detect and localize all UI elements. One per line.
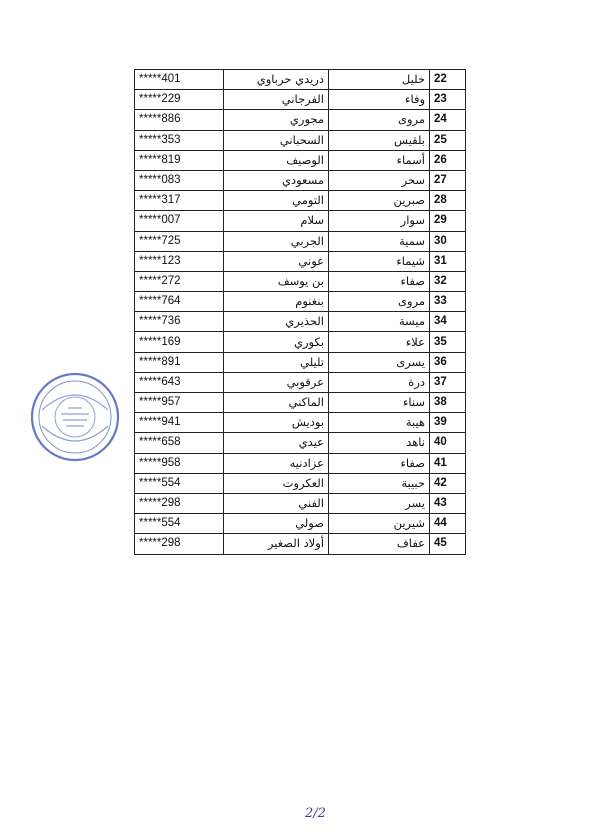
code-cell: *****658: [135, 433, 224, 453]
code-cell: *****401: [135, 70, 224, 90]
last-name-cell: صولي: [224, 514, 329, 534]
last-name-cell: التومي: [224, 191, 329, 211]
code-cell: *****736: [135, 312, 224, 332]
row-number-cell: 33: [430, 292, 466, 312]
first-name-cell: خليل: [329, 70, 430, 90]
row-number-cell: 43: [430, 493, 466, 513]
code-cell: *****123: [135, 251, 224, 271]
code-cell: *****007: [135, 211, 224, 231]
official-stamp: [28, 370, 122, 464]
code-cell: *****958: [135, 453, 224, 473]
row-number-cell: 36: [430, 352, 466, 372]
code-cell: *****886: [135, 110, 224, 130]
last-name-cell: الجربي: [224, 231, 329, 251]
row-number-cell: 23: [430, 90, 466, 110]
last-name-cell: بكوري: [224, 332, 329, 352]
last-name-cell: الفرجاني: [224, 90, 329, 110]
first-name-cell: صفاء: [329, 453, 430, 473]
last-name-cell: عوني: [224, 251, 329, 271]
code-cell: *****169: [135, 332, 224, 352]
row-number-cell: 37: [430, 372, 466, 392]
first-name-cell: صفاء: [329, 271, 430, 291]
code-cell: *****554: [135, 514, 224, 534]
first-name-cell: درة: [329, 372, 430, 392]
last-name-cell: تليلي: [224, 352, 329, 372]
first-name-cell: مروى: [329, 292, 430, 312]
code-cell: *****725: [135, 231, 224, 251]
last-name-cell: عرقوبي: [224, 372, 329, 392]
code-cell: *****298: [135, 493, 224, 513]
table-row: [135, 393, 466, 413]
last-name-cell: بن يوسف: [224, 271, 329, 291]
table-row: [135, 70, 466, 90]
row-number-cell: 25: [430, 130, 466, 150]
first-name-cell: عفاف: [329, 534, 430, 554]
row-number-cell: 44: [430, 514, 466, 534]
row-number-cell: 40: [430, 433, 466, 453]
first-name-cell: ميسة: [329, 312, 430, 332]
code-cell: *****819: [135, 150, 224, 170]
first-name-cell: حبيبة: [329, 473, 430, 493]
code-cell: *****764: [135, 292, 224, 312]
first-name-cell: سوار: [329, 211, 430, 231]
table-row: [135, 191, 466, 211]
code-cell: *****957: [135, 393, 224, 413]
row-number-cell: 45: [430, 534, 466, 554]
code-cell: *****891: [135, 352, 224, 372]
code-cell: *****353: [135, 130, 224, 150]
row-number-cell: 26: [430, 150, 466, 170]
code-cell: *****298: [135, 534, 224, 554]
table-row: [135, 170, 466, 190]
row-number-cell: 29: [430, 211, 466, 231]
first-name-cell: سناء: [329, 393, 430, 413]
row-number-cell: 32: [430, 271, 466, 291]
first-name-cell: أسماء: [329, 150, 430, 170]
first-name-cell: هيبة: [329, 413, 430, 433]
first-name-cell: بلقيس: [329, 130, 430, 150]
last-name-cell: السحباني: [224, 130, 329, 150]
last-name-cell: الحذيري: [224, 312, 329, 332]
code-cell: *****083: [135, 170, 224, 190]
row-number-cell: 30: [430, 231, 466, 251]
row-number-cell: 35: [430, 332, 466, 352]
code-cell: *****272: [135, 271, 224, 291]
table-row: [135, 332, 466, 352]
code-cell: *****643: [135, 372, 224, 392]
first-name-cell: شيماء: [329, 251, 430, 271]
table-row: [135, 110, 466, 130]
row-number-cell: 24: [430, 110, 466, 130]
row-number-cell: 39: [430, 413, 466, 433]
row-number-cell: 31: [430, 251, 466, 271]
last-name-cell: بنغنوم: [224, 292, 329, 312]
table-row: [135, 352, 466, 372]
row-number-cell: 22: [430, 70, 466, 90]
first-name-cell: علاء: [329, 332, 430, 352]
page-number: 2/2: [305, 806, 326, 821]
first-name-cell: مروى: [329, 110, 430, 130]
table-row: [135, 292, 466, 312]
table-row: [135, 90, 466, 110]
row-number-cell: 28: [430, 191, 466, 211]
row-number-cell: 42: [430, 473, 466, 493]
table-row: [135, 413, 466, 433]
row-number-cell: 38: [430, 393, 466, 413]
first-name-cell: يسر: [329, 493, 430, 513]
table-row: [135, 231, 466, 251]
row-number-cell: 34: [430, 312, 466, 332]
last-name-cell: دريدي حرباوي: [224, 70, 329, 90]
candidates-table: [134, 69, 466, 555]
first-name-cell: صبرين: [329, 191, 430, 211]
first-name-cell: يسرى: [329, 352, 430, 372]
first-name-cell: شيرين: [329, 514, 430, 534]
table-row: [135, 150, 466, 170]
table-row: [135, 453, 466, 473]
last-name-cell: مسعودي: [224, 170, 329, 190]
table-row: [135, 514, 466, 534]
table-row: [135, 493, 466, 513]
last-name-cell: مجوري: [224, 110, 329, 130]
code-cell: *****554: [135, 473, 224, 493]
code-cell: *****317: [135, 191, 224, 211]
table-row: [135, 251, 466, 271]
table-row: [135, 473, 466, 493]
last-name-cell: العكروت: [224, 473, 329, 493]
row-number-cell: 41: [430, 453, 466, 473]
table-row: [135, 211, 466, 231]
table-row: [135, 534, 466, 554]
last-name-cell: سلام: [224, 211, 329, 231]
code-cell: *****941: [135, 413, 224, 433]
last-name-cell: أولاد الصغير: [224, 534, 329, 554]
last-name-cell: عيدي: [224, 433, 329, 453]
first-name-cell: سمية: [329, 231, 430, 251]
last-name-cell: الماكني: [224, 393, 329, 413]
table-row: [135, 312, 466, 332]
first-name-cell: وفاء: [329, 90, 430, 110]
first-name-cell: سحر: [329, 170, 430, 190]
table-row: [135, 271, 466, 291]
first-name-cell: ناهد: [329, 433, 430, 453]
table-row: [135, 130, 466, 150]
last-name-cell: بوديش: [224, 413, 329, 433]
row-number-cell: 27: [430, 170, 466, 190]
code-cell: *****229: [135, 90, 224, 110]
table-row: [135, 433, 466, 453]
table-row: [135, 372, 466, 392]
last-name-cell: الفني: [224, 493, 329, 513]
table-body: [135, 70, 466, 555]
last-name-cell: الوصيف: [224, 150, 329, 170]
last-name-cell: عزادنيه: [224, 453, 329, 473]
